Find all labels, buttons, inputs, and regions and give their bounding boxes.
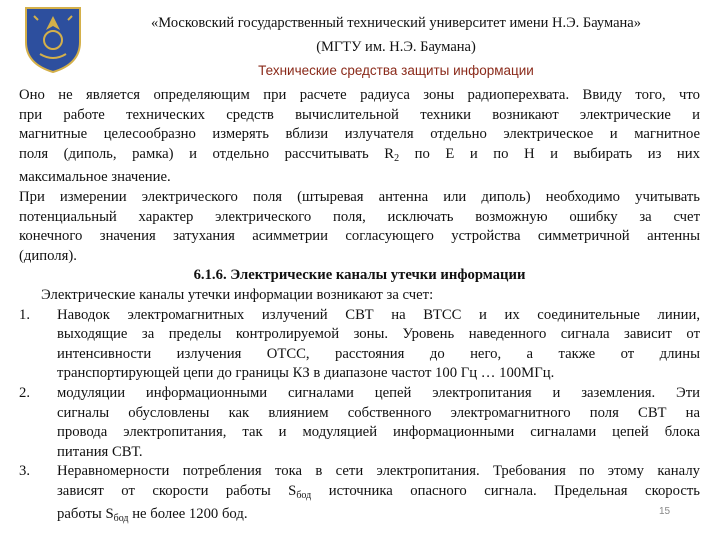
text-line: выходящие за пределы контролируемой зоны. Уровень наведенного сигнала зависит от bbox=[57, 326, 700, 343]
text-line: интенсивности излучения ОТСС, расстояния до него, а также от длины bbox=[57, 345, 700, 362]
text-line bbox=[57, 482, 700, 506]
text-line: конечного значения затухания асимметрии согласующего устройства симметричной антенны bbox=[19, 228, 700, 245]
text-line: При измерении электрического поля (штыревая антенна или диполь) необходимо учитывать bbox=[19, 188, 700, 205]
paragraph-1 bbox=[19, 86, 700, 188]
text-line: Оно не является определяющим при расчете радиуса зоны радиоперехвата. Ввиду того, что bbox=[19, 87, 700, 103]
text-segment: работы S bbox=[57, 506, 114, 523]
text-segment: источника опасного сигнала. Предельная скорость bbox=[311, 482, 700, 499]
course-title: Технические средства защиты информации bbox=[258, 63, 534, 78]
text-line: максимальное значение. bbox=[19, 169, 171, 186]
text-line bbox=[19, 145, 700, 169]
slide-header bbox=[0, 0, 720, 84]
subscript: бод bbox=[296, 489, 312, 501]
university-abbr: (МГТУ им. Н.Э. Баумана) bbox=[316, 39, 476, 55]
text-line: при работе технических средств вычислительной техники возникают электрические и bbox=[19, 106, 700, 123]
page-number: 15 bbox=[659, 506, 671, 517]
list-number: 1. bbox=[19, 306, 31, 323]
text-line: модуляции информационными сигналами цепей электропитания и заземления. Эти bbox=[57, 384, 700, 401]
text-line: Неравномерности потребления тока в сети электропитания. Требования по этому каналу bbox=[57, 463, 700, 480]
text-line: питания СВТ. bbox=[57, 443, 143, 460]
text-line: Наводок электромагнитных излучений СВТ на ВТСС и их соединительные линии, bbox=[57, 306, 700, 323]
text-line: сигналы обусловлены как влиянием собственного электромагнитного поля СВТ на bbox=[57, 404, 700, 421]
text-line: потенциальный характер электрического поля, исключать возможную ошибку за счет bbox=[19, 208, 700, 225]
text-line: (диполя). bbox=[19, 247, 77, 264]
text-line bbox=[57, 505, 700, 529]
list-item bbox=[19, 462, 700, 529]
university-name: «Московский государственный технический университет имени Н.Э. Баумана» bbox=[151, 15, 641, 31]
paragraph-2 bbox=[19, 188, 700, 266]
section-heading: 6.1.6. Электрические каналы утечки информации bbox=[193, 267, 526, 284]
document-body bbox=[19, 86, 700, 529]
list-number: 3. bbox=[19, 463, 31, 480]
text-segment: зависят от скорости работы S bbox=[57, 482, 297, 499]
text-line: транспортирующей цепи до границы КЗ в диапазоне частот 100 Гц … 100МГц. bbox=[57, 365, 555, 382]
text-line: магнитные целесообразно измерять вблизи излучателя отдельно электрическое и магнитное bbox=[19, 126, 700, 143]
text-segment: по E и по H и выбирать из них bbox=[399, 145, 700, 162]
list-item bbox=[19, 306, 700, 384]
subscript: 2 bbox=[394, 152, 400, 164]
university-emblem-icon bbox=[20, 4, 86, 74]
text-segment: не более 1200 бод. bbox=[128, 506, 248, 523]
text-segment: поля (диполь, рамка) и отдельно рассчитывать R bbox=[19, 145, 395, 162]
subscript: бод bbox=[113, 513, 129, 525]
list-number: 2. bbox=[19, 384, 31, 401]
list-item bbox=[19, 384, 700, 462]
text-line: провода электропитания, так и модуляцией информационными сигналами цепей блока bbox=[57, 424, 700, 441]
intro-line: Электрические каналы утечки информации возникают за счет: bbox=[41, 286, 434, 303]
